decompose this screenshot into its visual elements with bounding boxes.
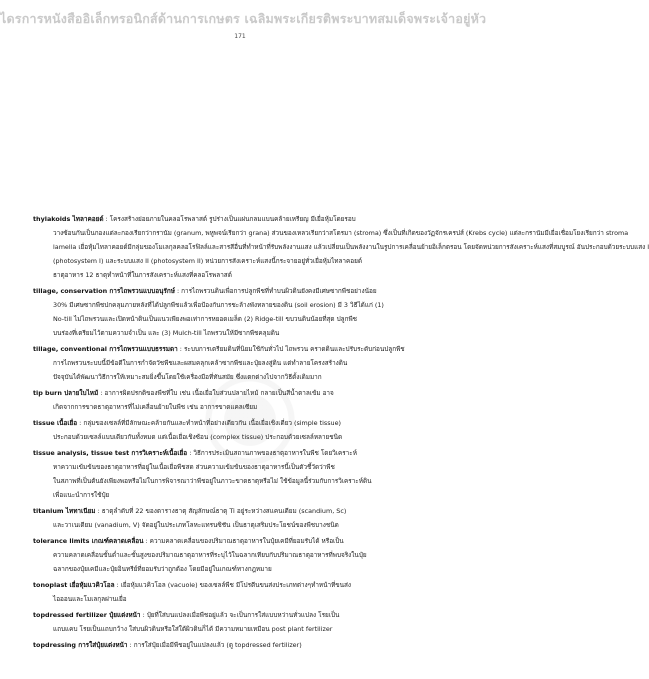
entry-line xyxy=(33,212,453,226)
glossary-entry xyxy=(33,212,649,282)
entry-line xyxy=(33,638,453,652)
entry-term: tolerance limits เกณฑ์คลาดเคลื่อน xyxy=(33,537,144,545)
entry-line xyxy=(33,622,453,636)
entry-definition: ฉลากของปุ๋ยเคมีและปุ๋ยอินทรีย์ที่ยอมรับว่าถูกต้อง โดยมีอยู่ในเกณฑ์ทางกฎหมาย xyxy=(53,565,272,573)
entry-definition: : ความคลาดเคลื่อนของปริมาณธาตุอาหารในปุ๋ยเคมีที่ยอมรับได้ หรือเป็น xyxy=(145,537,344,545)
glossary-entry xyxy=(33,446,453,502)
entry-line xyxy=(33,312,453,326)
entry-definition: : ธาตุลำดับที่ 22 ของตารางธาตุ สัญลักษณ์ธาตุ Ti อยู่ระหว่างสแคนเดียม (scandium, Sc) xyxy=(97,507,347,515)
entry-line xyxy=(33,578,453,592)
entry-line xyxy=(33,592,453,606)
glossary-entry xyxy=(33,386,453,414)
entry-line xyxy=(33,370,453,384)
entry-term: tissue เนื้อเยื่อ xyxy=(33,419,78,427)
entry-line xyxy=(33,400,453,414)
entry-definition: ความคลาดเคลื่อนขั้นต่ำและขั้นสูงของปริมาณธาตุอาหารที่ระบุไว้ในฉลากเทียบกับปริมาณธาตุอาหารที่พบจริงในปุ๋ย xyxy=(53,551,367,559)
entry-term: tissue analysis, tissue test การวิเคราะห์เนื้อเยื่อ xyxy=(33,449,188,457)
entry-definition: เพื่อแนะนำการใช้ปุ๋ย xyxy=(53,491,110,499)
entry-term: topdressed fertilizer ปุ๋ยแต่งหน้า xyxy=(33,611,141,619)
entry-definition: เกิดจากการขาดธาตุอาหารที่ไม่เคลื่อนย้ายในพืช เช่น อาการขาดแคลเซียม xyxy=(53,403,258,411)
entry-line xyxy=(33,548,453,562)
entry-line xyxy=(33,268,453,282)
entry-line xyxy=(33,356,453,370)
entry-term: tonoplast เยื่อหุ้มแวคิวโอล xyxy=(33,581,115,589)
entry-definition: หาความเข้มข้นของธาตุอาหารที่อยู่ในเนื้อเยื่อพืชสด ส่วนความเข้มข้นของธาตุอาหารนี้เป็นตัวชี้วัดว่าพืช xyxy=(53,463,335,471)
entry-definition: ไอออนและโมเลกุลผ่านเยื่อ xyxy=(53,595,127,603)
entry-line xyxy=(33,488,453,502)
entry-term: thylakoids ไทลาคอยด์ xyxy=(33,215,104,223)
entry-definition: : ระบบการเตรียมดินที่นิยมใช้กันทั่วไป ไถพรวน คราดดินและปรับระดับก่อนปลูกพืช xyxy=(179,345,405,353)
entry-definition: : โครงสร้างย่อยภายในคลอโรพลาสต์ รูปร่างเป็นแผ่นกลมแบนคล้ายเหรียญ มีเยื่อหุ้มโดยรอบ xyxy=(105,215,356,223)
entry-definition: และวาเนเดียม (vanadium, V) จัดอยู่ในประเภทโลหะแทรนซิชัน เป็นธาตุเสริมประโยชน์ของพืชบางชนิด xyxy=(53,521,339,529)
glossary-content xyxy=(33,212,649,654)
entry-definition: บนร่องที่เตรียมไว้ตามความจำเป็น และ (3) Mulch-till ไถพรวนให้มีซากพืชคลุมดิน xyxy=(53,329,280,337)
glossary-entry xyxy=(33,504,453,532)
glossary-entry xyxy=(33,638,453,652)
entry-line xyxy=(33,226,629,240)
entry-definition: : การใส่ปุ๋ยเมื่อมีพืชอยู่ในแปลงแล้ว (ดู topdressed fertilizer) xyxy=(129,641,302,649)
entry-term: titanium ไททาเนียม xyxy=(33,507,96,515)
entry-definition: (photosystem I) และระบบแสง II (photosystem II) หน่วยการสังเคราะห์แสงนี้กระจายอยู่ทั่วเยื่อหุ้มไทลาคอยด์ xyxy=(53,257,363,265)
entry-line xyxy=(33,284,453,298)
glossary-entry xyxy=(33,342,453,384)
entry-line xyxy=(33,504,453,518)
entry-line xyxy=(33,562,453,576)
entry-line xyxy=(33,254,453,268)
page-number: 171 xyxy=(234,33,246,40)
entry-line xyxy=(33,460,453,474)
entry-line xyxy=(33,416,453,430)
entry-definition: ธาตุอาหาร 12 ธาตุทำหน้าที่ในการสังเคราะห์แสงที่คลอโรพลาสต์ xyxy=(53,271,232,279)
glossary-entry xyxy=(33,578,453,606)
entry-line xyxy=(33,534,453,548)
entry-definition: : วิธีการประเมินสถานภาพของธาตุอาหารในพืช โดยวิเคราะห์ xyxy=(189,449,357,457)
entry-definition: : อาการผิดปรกติของพืชที่ใบ เช่น เนื้อเยื่อใบส่วนปลายไหม้ กลายเป็นสีน้ำตาลเข้ม อาจ xyxy=(100,389,334,397)
entry-line xyxy=(33,518,453,532)
entry-definition: No-till ไม่ไถพรวนและเปิดหน้าดินเป็นแนวเพียงพอเท่าการหยอดเมล็ด (2) Ridge-till ขบวนดินน้อยที่สุด ปลูกพืช xyxy=(53,315,358,323)
entry-definition: ประกอบด้วยเซลล์แบบเดียวกันทั้งหมด แต่เนื้อเยื่อเชิงซ้อน (complex tissue) ประกอบด้วยเซลล์หลายชนิด xyxy=(53,433,343,441)
entry-line xyxy=(33,474,453,488)
entry-line xyxy=(33,326,453,340)
glossary-entry xyxy=(33,284,453,340)
entry-definition: การไถพรวนระบบนี้มีข้อดีในการกำจัดวัชพืชและผสมคลุกเคล้าซากพืชและปุ๋ยลงสู่ดิน แต่ทำลายโครงสร้างดิน xyxy=(53,359,348,367)
glossary-entry xyxy=(33,416,453,444)
entry-line xyxy=(33,342,453,356)
entry-definition: : กลุ่มของเซลล์ที่มีลักษณะคล้ายกันและทำหน้าที่อย่างเดียวกัน เนื้อเยื่อเชิงเดี่ยว (simple tissue) xyxy=(79,419,341,427)
entry-definition: วางซ้อนกันเป็นกองแต่ละกองเรียกว่ากรานัม (granum, พหูพจน์เรียกว่า grana) ส่วนของเหลวเรียกว่าสโตรมา (stroma) ซึ่งเป็นที่เกิดของวัฏจักรเครปส์ (Krebs cycle) แต่ละกรานัมมีเยื่อเชื่อมโยงเรียกว่า stroma xyxy=(53,229,629,237)
entry-definition: แถบแคบ โรยเป็นแถบกว้าง ใส่บนผิวดินหรือใส่ใต้ผิวดินก็ได้ มีความหมายเหมือน post plant fertilizer xyxy=(53,625,333,633)
entry-definition: : เยื่อหุ้มแวคิวโอล (vacuole) ของเซลล์พืช มีโปรตีนขนส่งประเภทต่างๆทำหน้าที่ขนส่ง xyxy=(116,581,352,589)
entry-definition: : การไถพรวนดินเพื่อการปลูกพืชที่ทำบนผิวดินยังคงมีเศษซากพืชอย่างน้อย xyxy=(176,287,377,295)
entry-term: topdressing การใส่ปุ๋ยแต่งหน้า xyxy=(33,641,128,649)
entry-term: tip burn ปลายใบไหม้ xyxy=(33,389,99,397)
entry-line xyxy=(33,240,649,254)
entry-definition: ในสภาพที่เป็นต้นยังเพียงพอหรือไม่ในการพิจารณาว่าพืชอยู่ในภาวะขาดธาตุหรือไม่ ใช้ข้อมูลนี้ร่วมกับการวิเคราะห์ดิน xyxy=(53,477,372,485)
entry-line xyxy=(33,386,453,400)
entry-term: tillage, conservation การไถพรวนแบบอนุรักษ์ xyxy=(33,287,175,295)
entry-definition: ปัจจุบันได้พัฒนาวิธีการให้เหมาะสมยิ่งขึ้นโดยใช้เครื่องมือที่ทันสมัย ซึ่งแตกต่างไปจากวิธีดั้งเดิมมาก xyxy=(53,373,322,381)
book-header: ไดรการหนังสืออิเล็กทรอนิกส์ด้านการเกษตร เฉลิมพระเกียรติพระบาทสมเด็จพระเจ้าอยู่หัว xyxy=(0,11,487,26)
entry-definition: lamella เยื่อหุ้มไทลาคอยด์มีกลุ่มของโมเลกุลคลอโรฟิลล์และสารสีอื่นที่ทำหน้าที่รับพลังงานแสง แล้วเปลี่ยนเป็นพลังงานในรูปการเคลื่อนย้ายอิเล็กตรอน โดยจัดหน่วยการสังเคราะห์แสงที่สมบูรณ์ อันประกอบด้วยระบบแสง I xyxy=(53,243,649,251)
glossary-entry xyxy=(33,608,453,636)
entry-line xyxy=(33,430,453,444)
entry-line xyxy=(33,446,453,460)
entry-term: tillage, conventional การไถพรวนแบบธรรมดา xyxy=(33,345,178,353)
glossary-entry xyxy=(33,534,453,576)
entry-definition: 30% มีเศษซากพืชปกคลุมภายหลังที่ได้ปลูกพืชแล้วเพื่อป้องกันการชะล้างพังทลายของดิน (soil erosion) มี 3 วิธีได้แก่ (1) xyxy=(53,301,384,309)
entry-line xyxy=(33,608,453,622)
entry-line xyxy=(33,298,453,312)
entry-definition: : ปุ๋ยที่ใส่บนแปลงเมื่อพืชอยู่แล้ว จะเป็นการใส่แบบหว่านทั่วแปลง โรยเป็น xyxy=(142,611,340,619)
